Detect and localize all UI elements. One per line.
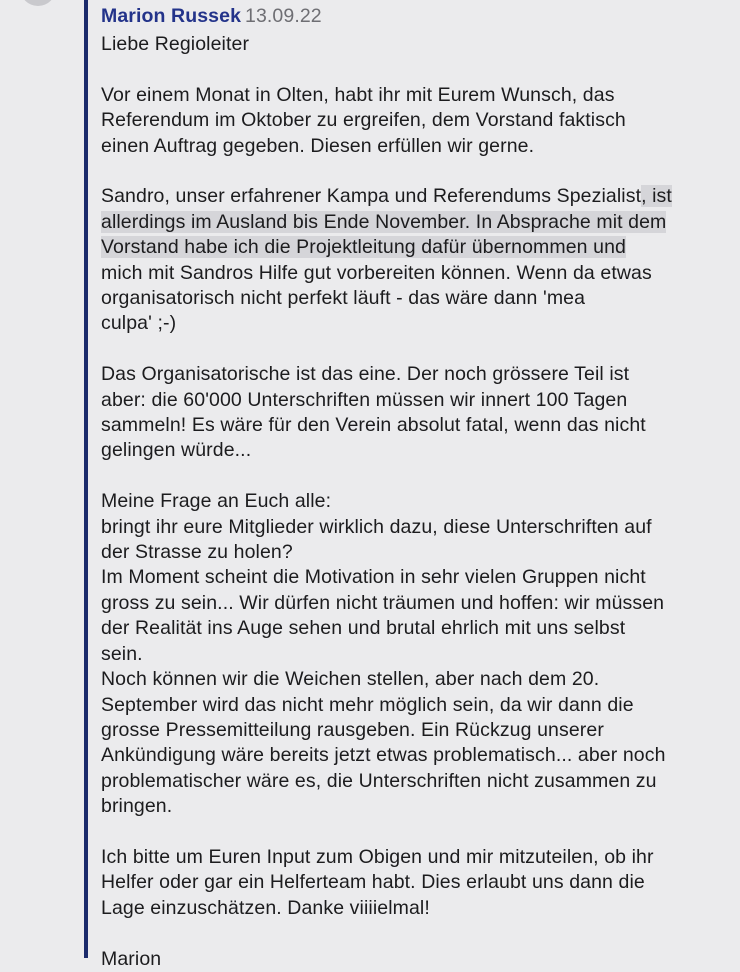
highlighted-text: , ist <box>641 185 672 208</box>
message-line: Noch können wir die Weichen stellen, aber nach dem 20. <box>101 668 600 691</box>
message-line: Vor einem Monat in Olten, habt ihr mit Eurem Wunsch, das <box>101 83 615 106</box>
quote-bar <box>84 0 88 958</box>
message-line: September wird das nicht mehr möglich sein, da wir dann die <box>101 693 634 716</box>
message-line <box>101 235 721 260</box>
message-header <box>101 4 721 29</box>
avatar[interactable] <box>20 0 56 6</box>
message-line: Meine Frage an Euch alle: <box>101 490 332 513</box>
signature: Marion <box>101 947 162 970</box>
message-line: sein. <box>101 642 143 665</box>
text-segment: Sandro, unser erfahrener Kampa und Referendums Spezialist <box>101 185 642 208</box>
message-line: aber: die 60'000 Unterschriften müssen wir innert 100 Tagen <box>101 388 628 411</box>
message-line: Das Organisatorische ist das eine. Der noch grössere Teil ist <box>101 363 630 386</box>
message-line <box>101 184 721 209</box>
message-line: Helfer oder gar ein Helferteam habt. Dies erlaubt uns dann die <box>101 871 645 894</box>
message-line: problematischer wäre es, die Unterschriften nicht zusammen zu <box>101 769 657 792</box>
message-line: der Realität ins Auge sehen und brutal ehrlich mit uns selbst <box>101 617 626 640</box>
message-line: sammeln! Es wäre für den Verein absolut fatal, wenn das nicht <box>101 414 646 437</box>
paragraph-gap <box>101 464 721 489</box>
message-line: grosse Pressemitteilung rausgeben. Ein Rückzug unserer <box>101 718 604 741</box>
message-line <box>101 210 721 235</box>
paragraph-gap <box>101 820 721 845</box>
paragraph-gap <box>101 57 721 82</box>
message-line: einen Auftrag gegeben. Diesen erfüllen wir gerne. <box>101 134 535 157</box>
message-line: bringen. <box>101 795 173 818</box>
message-line: Im Moment scheint die Motivation in sehr vielen Gruppen nicht <box>101 566 646 589</box>
highlighted-text: allerdings im Ausland bis Ende November. In Absprache mit dem <box>101 210 667 233</box>
message-line: gelingen würde... <box>101 439 252 462</box>
message-line: Ankündigung wäre bereits jetzt etwas problematisch... aber noch <box>101 744 666 767</box>
paragraph-gap <box>101 159 721 184</box>
message-line: mich mit Sandros Hilfe gut vorbereiten können. Wenn da etwas <box>101 261 652 284</box>
message-line: der Strasse zu holen? <box>101 541 293 564</box>
message-line: Lage einzuschätzen. Danke viiiielmal! <box>101 896 430 919</box>
greeting: Liebe Regioleiter <box>101 33 250 55</box>
highlighted-text: Vorstand habe ich die Projektleitung dafür übernommen und <box>101 236 626 259</box>
message-line: organisatorisch nicht perfekt läuft - das wäre dann 'mea <box>101 287 586 310</box>
message-date: 13.09.22 <box>245 5 322 27</box>
paragraph-gap <box>101 921 721 946</box>
sender-name[interactable]: Marion Russek <box>101 5 242 27</box>
message-line: Referendum im Oktober zu ergreifen, dem Vorstand faktisch <box>101 109 626 132</box>
message-line: bringt ihr eure Mitglieder wirklich dazu, diese Unterschriften auf <box>101 515 652 538</box>
message-line: Ich bitte um Euren Input zum Obigen und mir mitzuteilen, ob ihr <box>101 845 654 868</box>
paragraph-gap <box>101 337 721 362</box>
message-bubble <box>101 4 721 972</box>
message-line: culpa' ;-) <box>101 312 177 335</box>
message-line: gross zu sein... Wir dürfen nicht träumen und hoffen: wir müssen <box>101 591 665 614</box>
